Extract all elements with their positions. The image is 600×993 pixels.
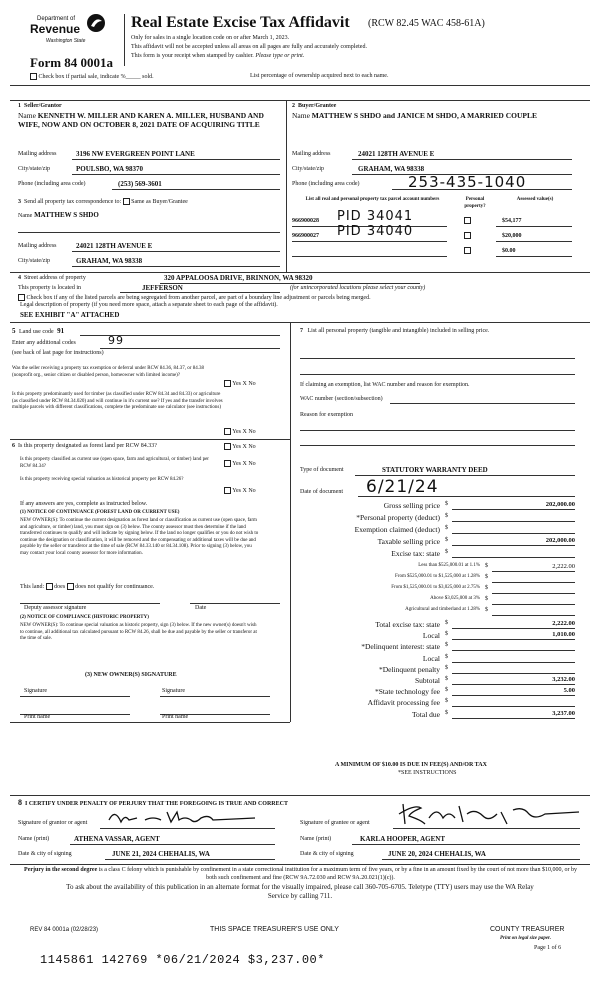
tax-line-label: Excise tax: state [391,549,440,558]
partial-sale-checkbox[interactable] [30,73,37,80]
dollar-sign: $ [445,501,448,507]
grantee-signature-icon [395,800,585,828]
buyer-city-label: City/state/zip [292,166,324,172]
header-note: This form is your receipt when stamped by cashier. Please type or print. [131,53,305,59]
doc-date-label: Date of document [300,489,343,495]
dollar-sign: $ [445,620,448,626]
yes-no-2: Yes X No [224,428,256,435]
correspondence-name: Name MATTHEW S SHDO [18,211,99,219]
grantee-name: KARLA HOOPER, AGENT [360,835,445,843]
personal-property-checkbox[interactable] [464,247,471,254]
treasurer-use: THIS SPACE TREASURER'S USE ONLY [210,926,339,933]
see-instructions: *SEE INSTRUCTIONS [398,770,457,776]
this-land-row: This land: does does not qualify for continuance. [20,583,155,590]
grantor-name: ATHENA VASSAR, AGENT [74,835,160,843]
parcel-number: 966900028 [292,218,319,224]
revenue-logo-icon [86,13,106,33]
grantee-name-label: Name (print) [300,836,332,842]
header-note: This affidavit will not be accepted unless all areas on all pages are fully and accurately completed. [131,44,367,50]
tax-line-value: 1,010.00 [552,631,575,639]
dollar-sign: $ [445,525,448,531]
buyer-phone-handwritten: 253-435-1040 [408,173,527,191]
dollar-sign: $ [445,664,448,671]
continuance-body: NEW OWNER(S): To continue the current designation as forest land or classification as current use (open space, farm and agriculture, or timber) land, you must sign on (3) below. The county assessor must then determine if the land transferred continues to qualify and will indicate by signing below. If the land no longer qualifies or you do not wish to continue the designation or classification, it will be removed and the compensating or additional taxes will be due and payable by the seller or transferor at the time of sale (RCW 84.33.140 or 84.34.108). Prior to signing (3) below, you may contact your local county assessor for more information. [20,518,259,556]
yes-checkbox[interactable] [224,487,231,494]
segregated-checkbox[interactable] [18,294,25,301]
tax-line-label: *Delinquent penalty [378,664,440,674]
tax-line-value: 3,237.00 [552,709,575,717]
legal-paper-note: Print on legal size paper. [500,936,551,941]
yes-checkbox[interactable] [224,380,231,387]
minimum-note: A MINIMUM OF $10.00 IS DUE IN FEE(S) AND/OR TAX [335,762,487,768]
tax-line-label: Above $3,025,000 at 3% [430,596,480,601]
dollar-sign: $ [445,653,448,660]
correspondence-label: 3 Send all property tax correspondence to: Same as Buyer/Grantee [18,198,188,205]
legal-label: Legal description of property (if you need more space, attach a separate sheet to each page of the affidavit). [20,302,278,308]
exemption-label: If claiming an exemption, list WAC number and reason for exemption. [300,382,470,388]
dept-state: Washington State [46,38,86,44]
deputy-sig-label: Deputy assessor signature [24,605,87,611]
corr-mailing-label: Mailing address [18,243,57,249]
dollar-sign: $ [445,642,448,649]
buyer-name: Name MATTHEW S SHDO and JANICE M SHDO, A MARRIED COUPLE [292,111,537,120]
doc-type-label: Type of document [300,467,344,473]
forest-q1: 6 Is this property designated as forest land per RCW 84.33? [12,443,157,449]
buyer-mailing-label: Mailing address [292,151,331,157]
parcel-pid-handwritten: PID 34041 [337,209,414,224]
buyer-heading: 2 Buyer/Grantee [292,103,337,109]
grantor-date: JUNE 21, 2024 CHEHALIS, WA [112,850,210,858]
reason-label: Reason for exemption [300,412,353,418]
tax-line-label: *State technology fee [375,687,440,697]
doc-date-handwritten: 6/21/24 [366,477,439,497]
dollar-sign: $ [485,596,488,602]
yes-no-1: Yes X No [224,380,256,387]
located-note: (for unincorporated locations please select your county) [290,285,426,291]
parcel-col-numbers: List all real and personal property tax parcel account numbers [305,197,440,202]
personal-property-checkbox[interactable] [464,232,471,239]
additional-codes-label: Enter any additional codes [12,340,76,346]
dollar-sign: $ [485,585,488,591]
tax-line-label: Less than $525,000.01 at 1.1% [418,563,480,568]
property-county: JEFFERSON [142,284,183,292]
seller-heading: 1 Seller/Grantor [18,103,62,109]
street-label: 4 Street address of property [18,275,86,281]
dept-line: Department of [37,16,76,22]
does-not-checkbox[interactable] [67,583,74,590]
dollar-sign: $ [485,563,488,569]
segregated-row: Check box if any of the listed parcels are being segregated from another parcel, are part of a boundary line adjustment or parcels being merged. [18,294,371,301]
corr-city-label: City/state/zip [18,258,50,264]
parcel-col-personal: Personal property? [464,197,486,209]
dollar-sign: $ [485,607,488,613]
additional-code: 99 [108,334,124,347]
forest-q3: Is this property receiving special valuation as historical property per RCW 84.26? [20,477,184,482]
page-number: Page 1 of 6 [534,945,562,951]
tax-line-label: From $1,525,000.01 to $3,025,000 at 2.75% [391,585,480,590]
dollar-sign: $ [445,549,448,555]
tax-line-label: Subtotal [414,676,440,685]
dollar-sign: $ [445,537,448,543]
tax-line-value: 2,222.00 [552,620,575,627]
form-number: Form 84 0001a [30,55,114,70]
dollar-sign: $ [445,513,448,519]
tax-line-label: *Personal property (deduct) [356,513,440,522]
continuance-title: (1) NOTICE OF CONTINUANCE (FOREST LAND OR CURRENT USE) [20,510,180,515]
forest-q2: Is this property classified as current use (open space, farm and agricultural, or timber) land per RCW 84.34? [20,457,209,469]
tax-line-label: Total excise tax: state [375,620,440,629]
dollar-sign: $ [445,698,448,705]
personal-property-label: 7 List all personal property (tangible and intangible) included in selling price. [300,328,490,334]
tax-line-label: Affidavit processing fee [367,698,440,708]
assessed-value: $20,000 [502,233,522,239]
yes-no-5: Yes X No [224,487,256,494]
print-name-label: Print name [24,714,51,720]
seller-phone-label: Phone (including area code) [18,181,86,187]
land-use-row: 5 Land use code 91 [12,327,65,335]
seller-city-label: City/state/zip [18,166,50,172]
property-street: 320 APPALOOSA DRIVE, BRINNON, WA 98320 [164,274,313,282]
grantor-name-label: Name (print) [18,836,50,842]
exemption-question: Was the seller receiving a property tax exemption or deferral under RCW 84.36, 84.37, or 84.38 (nonprofit org., senior citizen or disabled person, homeowner with limited income)? [12,366,204,378]
alt-format-notice: To ask about the availability of this publication in an alternate format for the visually impaired, please call 360-705-6705. Teletype (TTY) users may use the WA Relay Service by calling 711. [66,883,534,900]
dollar-sign: $ [445,631,448,638]
sig-label: Signature [24,688,47,694]
county-treasurer: COUNTY TREASURER [490,926,565,933]
deputy-date-label: Date [195,605,207,611]
seller-mailing-label: Mailing address [18,151,57,157]
legal-description: SEE EXHIBIT "A" ATTACHED [20,311,120,319]
dollar-sign: $ [485,574,488,580]
grantee-date-label: Date & city of signing [300,851,354,857]
certify-statement: 8 I CERTIFY UNDER PENALTY OF PERJURY THAT THE FOREGOING IS TRUE AND CORRECT [18,798,288,807]
tax-line-label: Local [422,631,440,641]
buyer-city: GRAHAM, WA 98338 [358,165,425,173]
grantor-date-label: Date & city of signing [18,851,72,857]
seller-city: POULSBO, WA 98370 [76,165,143,173]
form-revision: REV 84 0001a (02/28/23) [30,927,99,933]
does-checkbox[interactable] [46,583,53,590]
historic-title: (2) NOTICE OF COMPLIANCE (HISTORIC PROPERTY) [20,615,149,620]
see-back-note: (see back of last page for instructions) [12,350,104,356]
seller-phone: (253) 569-3601 [118,180,162,188]
form-title: Real Estate Excise Tax Affidavit [131,14,350,31]
tax-line-label: From $525,000.01 to $1,525,000 at 1.28% [395,574,480,579]
yes-checkbox[interactable] [224,460,231,467]
tax-line-label: Agricultural and timberland at 1.28% [405,607,480,612]
yes-no-3: Yes X No [224,443,256,450]
dollar-sign: $ [445,687,448,694]
partial-sale: Check box if partial sale, indicate %_____ sold. [30,73,154,80]
tax-line-label: Exemption claimed (deduct) [354,525,440,534]
located-label: This property is located in [18,285,81,291]
yes-checkbox[interactable] [224,443,231,450]
buyer-phone-label: Phone (including area code) [292,181,360,187]
historic-body: NEW OWNER(S): To continue special valuation as historic property, sign (3) below. If the new owner(s) doesn't wish to continue, all additional tax calculated pursuant to RCW 84.26, shall be due and payable by the seller or transferor at the time of sale. [20,623,257,642]
ownership-note: List percentage of ownership acquired next to each name. [250,73,389,79]
tax-line-value: 3,232.00 [552,676,575,683]
grantor-sig-label: Signature of grantor or agent [18,820,88,826]
tax-line-value: 2,222.00 [552,563,575,570]
grantee-sig-label: Signature of grantee or agent [300,820,370,826]
parcel-number: 966900027 [292,233,319,239]
corr-mailing: 24021 128TH AVENUE E [76,242,153,250]
tax-line-label: Total due [411,709,440,719]
form-rcw: (RCW 82.45 WAC 458-61A) [368,18,485,29]
timber-question: Is this property predominantly used for timber (as classified under RCW 84.34 and 84.33) or agriculture (as classified under RCW 84.34.020) and will continue in it's current use? If yes and the transfer involves multiple parcels with different classifications, complete the predominate use calculator (see instructions) [12,392,223,410]
assessed-value: $54,177 [502,218,522,224]
tax-line-label: Taxable selling price [377,537,440,546]
dollar-sign: $ [445,676,448,682]
parcel-col-assessed: Assessed value(s) [516,197,554,202]
parcel-pid-handwritten: PID 34040 [337,224,414,239]
tax-line-value: 202,000.00 [545,501,575,508]
wac-label: WAC number (section/subsection) [300,396,383,402]
doc-type: STATUTORY WARRANTY DEED [382,466,488,474]
grantee-date: JUNE 20, 2024 CHEHALIS, WA [388,850,486,858]
receipt-stamp: 1145861 142769 *06/21/2024 $3,237.00* [40,953,325,967]
new-owner-sig-title: (3) NEW OWNER(S) SIGNATURE [85,672,177,678]
header-note: Only for sales in a single location code on or after March 1, 2023. [131,35,290,41]
sig-label: Signature [162,688,185,694]
tax-line-label: Gross selling price [383,501,440,510]
same-as-buyer-checkbox[interactable] [123,198,130,205]
yes-no-4: Yes X No [224,460,256,467]
print-name-label: Print name [162,714,189,720]
buyer-mailing: 24021 128TH AVENUE E [358,150,435,158]
tax-line-value: 202,000.00 [545,537,575,544]
tax-line-label: Local [422,653,440,663]
tax-line-value: 5.00 [563,687,575,695]
perjury-notice: Perjury in the second degree is a class C felony which is punishable by confinement in a state correctional institution for a maximum term of five years, or by a fine in an amount fixed by the court of not more than $10,000, or by both such confinement and fine (RCW 9A.72.030 and RCW 9A.20.021(1)(c)). [24,867,577,881]
personal-property-checkbox[interactable] [464,217,471,224]
if-yes-note: If any answers are yes, complete as instructed below. [20,501,148,507]
tax-line-label: *Delinquent interest: state [361,642,440,652]
seller-name: Name KENNETH W. MILLER AND KAREN A. MILLER, HUSBAND AND WIFE, NOW AND ON OCTOBER 8, 2021 DATE OF ACQUIRING TITLE [18,111,264,129]
dollar-sign: $ [445,709,448,716]
grantor-signature-icon [105,806,265,828]
assessed-value: $0.00 [502,248,516,254]
dept-revenue: Revenue [30,22,81,36]
seller-mailing: 3196 NW EVERGREEN POINT LANE [76,150,195,158]
yes-checkbox[interactable] [224,428,231,435]
corr-city: GRAHAM, WA 98338 [76,257,143,265]
